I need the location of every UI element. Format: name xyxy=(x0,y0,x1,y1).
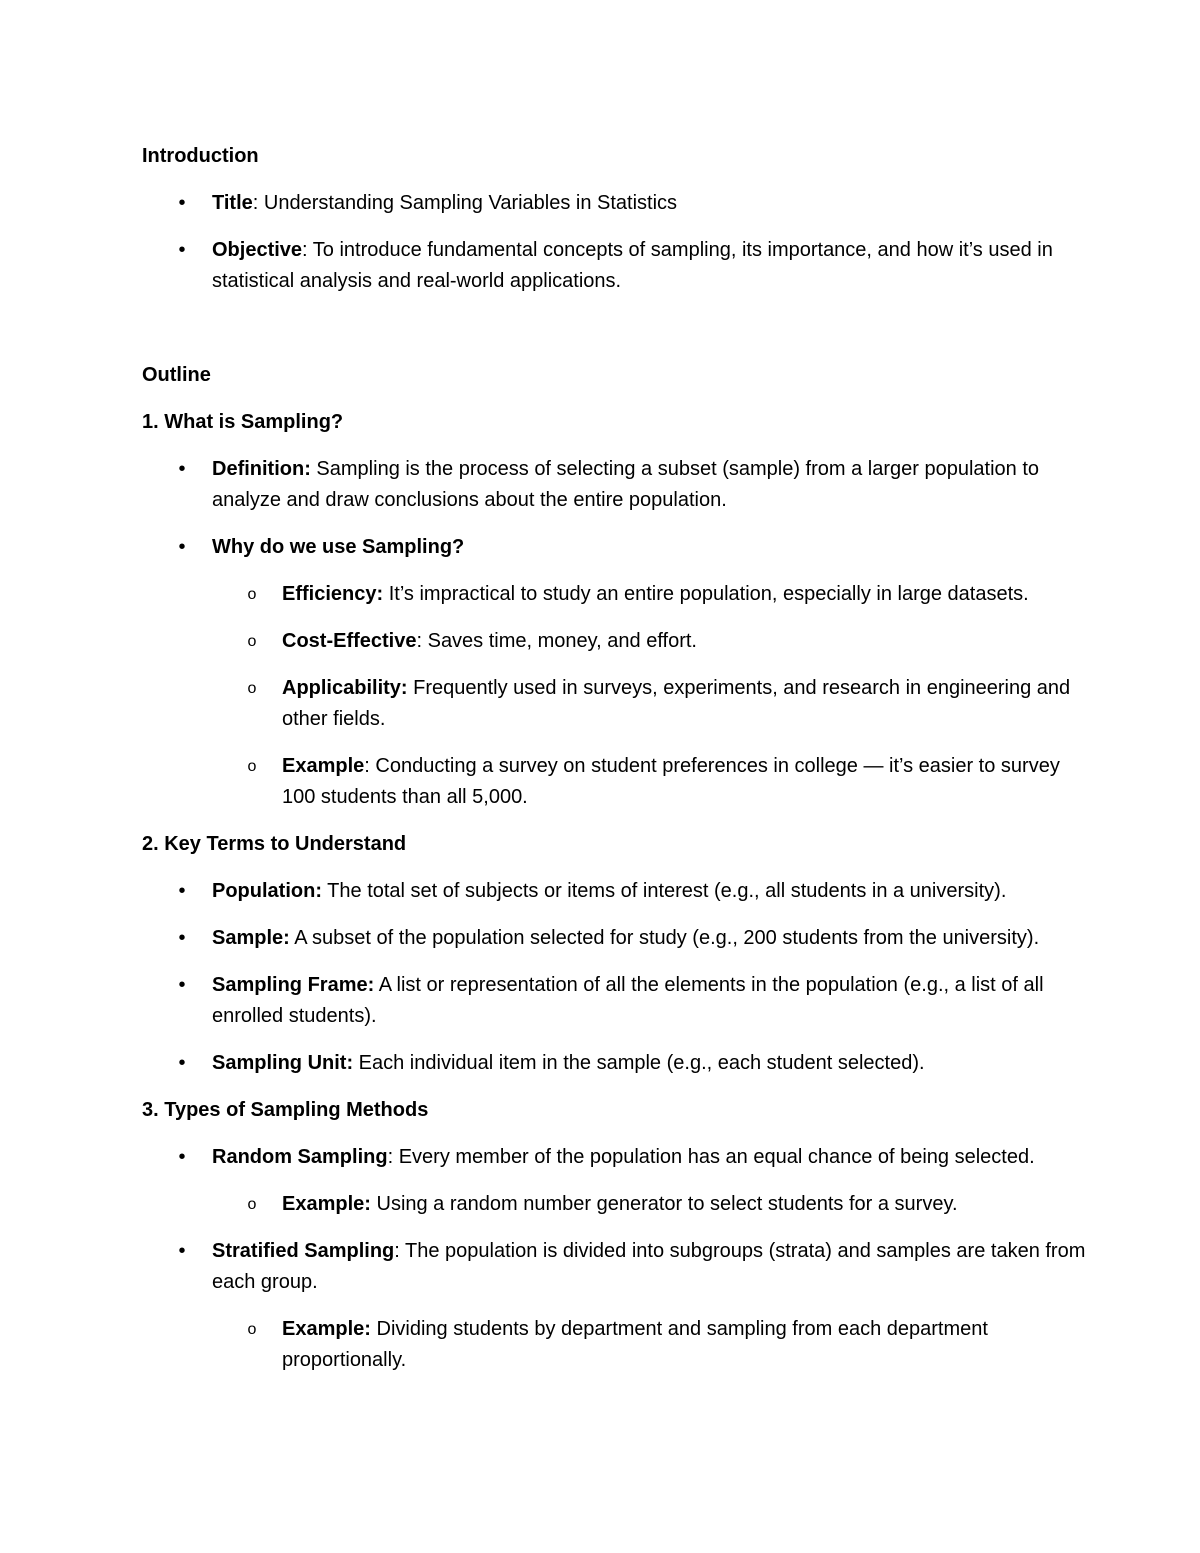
bullet-icon: • xyxy=(178,880,186,902)
section-3-list xyxy=(142,1142,1092,1376)
item-text: : The population is divided into subgroups (strata) and samples are taken from each group. xyxy=(212,1240,1086,1293)
sub-list xyxy=(212,1314,1092,1376)
item-label: Stratified Sampling xyxy=(212,1240,395,1262)
list-item xyxy=(142,923,1092,954)
item-label: Sample: xyxy=(212,927,290,949)
bullet-icon: • xyxy=(178,927,186,949)
introduction-list xyxy=(142,188,1092,297)
sub-list-item xyxy=(212,751,1092,813)
document-content xyxy=(142,141,1092,1392)
item-text: Sampling is the process of selecting a subset (sample) from a larger population to analyze and draw conclusions about the entire population. xyxy=(212,458,1040,511)
item-text: Each individual item in the sample (e.g., each student selected). xyxy=(353,1052,925,1074)
item-text: : To introduce fundamental concepts of sampling, its importance, and how it’s used in statistical analysis and real-world applications. xyxy=(212,239,1053,292)
sub-list xyxy=(212,579,1092,813)
item-label: Example: xyxy=(282,1318,371,1340)
item-text: : Saves time, money, and effort. xyxy=(416,630,697,652)
outline-heading: Outline xyxy=(142,364,211,386)
item-text: It’s impractical to study an entire population, especially in large datasets. xyxy=(383,583,1029,605)
bullet-icon: • xyxy=(178,239,186,261)
item-text: : Every member of the population has an equal chance of being selected. xyxy=(387,1146,1035,1168)
list-item xyxy=(142,454,1092,516)
item-label: Example: xyxy=(282,1193,371,1215)
list-item xyxy=(142,235,1092,297)
item-text: Frequently used in surveys, experiments, and research in engineering and other fields. xyxy=(282,677,1071,730)
item-label: Definition: xyxy=(212,458,311,480)
item-label: Sampling Unit: xyxy=(212,1052,354,1074)
bullet-icon: • xyxy=(178,458,186,480)
item-text: The total set of subjects or items of interest (e.g., all students in a university). xyxy=(321,880,1007,902)
circle-bullet-icon: o xyxy=(247,1196,257,1213)
item-label: Title xyxy=(212,192,253,214)
sub-list-item xyxy=(212,626,1092,657)
sub-list-item xyxy=(212,673,1092,735)
sub-list-item xyxy=(212,1314,1092,1376)
circle-bullet-icon: o xyxy=(247,680,257,697)
list-item xyxy=(142,876,1092,907)
section-2-list xyxy=(142,876,1092,1079)
bullet-icon: • xyxy=(178,192,186,214)
introduction-heading: Introduction xyxy=(142,145,259,167)
item-label: Why do we use Sampling? xyxy=(212,536,465,558)
list-item xyxy=(142,1236,1092,1376)
sub-list xyxy=(212,1189,1092,1220)
circle-bullet-icon: o xyxy=(247,586,257,603)
list-item xyxy=(142,1048,1092,1079)
item-label: Applicability: xyxy=(282,677,408,699)
list-item xyxy=(142,532,1092,813)
bullet-icon: • xyxy=(178,1240,186,1262)
item-label: Objective xyxy=(212,239,303,261)
bullet-icon: • xyxy=(178,1146,186,1168)
item-text: : Understanding Sampling Variables in Statistics xyxy=(252,192,678,214)
item-text: Using a random number generator to select students for a survey. xyxy=(370,1193,958,1215)
section-2-heading: 2. Key Terms to Understand xyxy=(142,833,407,855)
section-1-list xyxy=(142,454,1092,813)
sub-list-item xyxy=(212,579,1092,610)
item-label: Sampling Frame: xyxy=(212,974,375,996)
list-item xyxy=(142,970,1092,1032)
item-label: Example xyxy=(282,755,365,777)
circle-bullet-icon: o xyxy=(247,633,257,650)
list-item xyxy=(142,188,1092,219)
bullet-icon: • xyxy=(178,1052,186,1074)
item-label: Efficiency: xyxy=(282,583,384,605)
section-spacer xyxy=(142,313,1092,360)
bullet-icon: • xyxy=(178,974,186,996)
item-label: Cost-Effective xyxy=(282,630,417,652)
item-text: A subset of the population selected for study (e.g., 200 students from the university). xyxy=(289,927,1040,949)
item-label: Population: xyxy=(212,880,322,902)
section-3-heading: 3. Types of Sampling Methods xyxy=(142,1099,429,1121)
circle-bullet-icon: o xyxy=(247,758,257,775)
item-label: Random Sampling xyxy=(212,1146,388,1168)
section-1-heading: 1. What is Sampling? xyxy=(142,411,344,433)
item-text: A list or representation of all the elements in the population (e.g., a list of all enrolled students). xyxy=(212,974,1044,1027)
circle-bullet-icon: o xyxy=(247,1321,257,1338)
item-text: Dividing students by department and sampling from each department proportionally. xyxy=(282,1318,988,1371)
item-text: : Conducting a survey on student preferences in college — it’s easier to survey 100 students than all 5,000. xyxy=(282,755,1060,808)
list-item xyxy=(142,1142,1092,1220)
sub-list-item xyxy=(212,1189,1092,1220)
bullet-icon: • xyxy=(178,536,186,558)
